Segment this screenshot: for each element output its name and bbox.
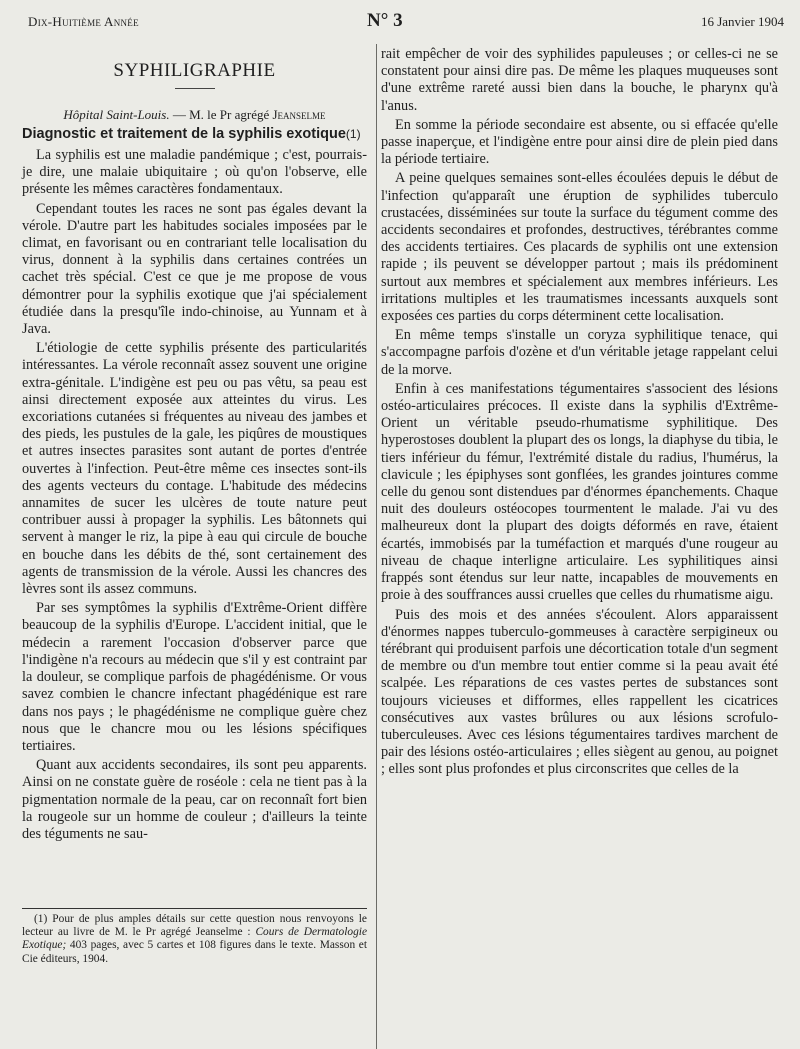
column-divider	[376, 44, 377, 1049]
byline-author-name: Jeanselme	[272, 107, 326, 122]
paragraph: Puis des mois et des années s'écoulent. Alors apparaissent d'énormes nappes tuberculo-gommeuses à caractère serpigineux ou térébrant qui produisent parfois une décortication totale d'un segment de membre ou d'un membre tout entier comme si la peau avait été scalpée. Les réparations de ces vastes pertes de substances sont toujours vicieuses et difformes, elles rappellent les cicatrices consécutives aux vastes brûlures ou aux lésions scrofulo-tuberculeuses. Avec ces lésions tégumentaires tardives marchent de pair des lésions ostéo-articulaires ; elles siègent au genou, au poignet ; elles sont plus profondes et plus circonscrites que celles de la	[381, 606, 778, 778]
paragraph: Par ses symptômes la syphilis d'Extrême-Orient diffère beaucoup de la syphilis d'Europe. L'accident initial, que le médecin a rarement l'occasion d'observer parce que l'indigène n'a recours au médecin que s'il y est contraint par la douleur, se complique parfois de phagédénisme. Or vous savez combien le chancre infectant phagédénique est rare dans nos pays ; le phagédénisme ne complique guère chez nous que le chancre mou ou les lésions spécifiques tertiaires.	[22, 600, 367, 754]
byline	[22, 107, 367, 123]
left-column	[22, 46, 367, 843]
footnote-text-before: (1) Pour de plus amples détails sur cette question nous renvoyons le lecteur au livre de M. le Pr agrégé Jeanselme :	[22, 913, 367, 939]
byline-venue: Hôpital Saint-Louis.	[63, 107, 170, 122]
paragraph: Cependant toutes les races ne sont pas égales devant la vérole. D'autre part les habitudes sociales imposées par le climat, en favorisant ou en contrariant telle localisation du virus, donnent à la syphilis dans certaines contrées un cachet très spécial. C'est ce que je me propose de vous démontrer pour la syphilis exotique que j'ai spécialement étudiée dans la presqu'île indo-chinoise, au Yunnam et à Java.	[22, 200, 367, 338]
paragraph: En somme la période secondaire est absente, ou si effacée qu'elle passe inaperçue, et l'indigène entre pour ainsi dire de plein pied dans la période tertiaire.	[381, 116, 778, 168]
running-head	[28, 10, 784, 34]
title-rule	[175, 88, 215, 89]
header-issue-number: N° 3	[367, 10, 403, 31]
article-title	[22, 126, 367, 142]
footnote	[22, 913, 367, 966]
paragraph: La syphilis est une maladie pandémique ; c'est, pourrais-je dire, une malaie ubiquitaire ; où qu'on l'observe, elle présente les mêmes caractères fondamentaux.	[22, 147, 367, 198]
footnote-rule	[22, 908, 367, 909]
footnote-reference: (1)	[345, 127, 361, 141]
right-column	[381, 46, 778, 779]
paragraph: En même temps s'installe un coryza syphilitique tenace, qui s'accompagne parfois d'ozène et d'un véritable jetage rappelant celui de la morve.	[381, 327, 778, 378]
header-date: 16 Janvier 1904	[700, 14, 784, 29]
paragraph: A peine quelques semaines sont-elles écoulées depuis le début de l'infection qu'apparaît une éruption de syphilides tuberculo crustacées, disséminées sur toute la surface du tégument comme des accidents secondaires et profondes, destructives, térébrantes comme des accidents tertiaires. Ces placards de syphilis ont une extension rapide ; ils peuvent se développer partout ; mais ils prédominent surtout aux membres et spécialement aux membres inférieurs. Les irritations multiples et les traumatismes incessants auxquels sont exposées ces parties du corps déterminent cette localisation.	[381, 170, 778, 325]
paragraph: rait empêcher de voir des syphilides papuleuses ; or celles-ci ne se constatent pour ainsi dire pas. De même les plaques muqueuses sont d'une extrême rareté aussi bien dans la bouche, le pharynx qu'à l'anus.	[381, 46, 778, 114]
byline-author-prefix: — M. le Pr agrégé	[172, 107, 270, 122]
paragraph: L'étiologie de cette syphilis présente des particularités intéressantes. La vérole reconnaît assez souvent une origine extra-génitale. L'indigène est peu ou pas vêtu, sa peau est ainsi directement exposée aux atteintes du virus. Les excoriations cutanées si fréquentes au niveau des jambes et des pieds, les pustules de la gale, les piqûres de moustiques et autres insectes parasites sont autant de portes d'entrée ouvertes à l'infection. Peut-être même ces insectes sont-ils des agents vecteurs du contage. L'habitude des médecins annamites de sucer les ulcères de toute nature peut contribuer aussi à propager la syphilis. Les bâtonnets qui servent à manger le riz, la pipe à eau qui circule de bouche en bouche dans les débits de thé, sont certainement des agents de transmission de la vérole. Aussi les chancres des lèvres sont ils assez communs.	[22, 340, 367, 598]
section-title: SYPHILIGRAPHIE	[113, 60, 276, 81]
paragraph: Quant aux accidents secondaires, ils sont peu apparents. Ainsi on ne constate guère de roséole : cela ne tient pas à la pigmentation normale de la peau, car on reconnaît fort bien la rougeole sur un homme de couleur ; d'ailleurs la teinte des téguments ne sau-	[22, 757, 367, 842]
footnote-text-after: 403 pages, avec 5 cartes et 108 figures dans le texte. Masson et Cie éditeurs, 1904.	[22, 939, 367, 965]
header-volume: Dix-Huitième Année	[28, 14, 139, 29]
footnote-book-title: Cours de Dermatologie Exotique;	[22, 926, 367, 952]
paragraph: Enfin à ces manifestations tégumentaires s'associent des lésions ostéo-articulaires précoces. Il existe dans la syphilis d'Extrême-Orient un véritable pseudo-rhumatisme syphilitique. Des hyperostoses doublent la plupart des os longs, la diaphyse du tibia, le tiers inférieur du fémur, l'extrémité distale du radius, l'humérus, la clavicule ; les épiphyses sont gonflées, les grandes jointures comme celle du genou sont distendues par d'énormes épanchements. Chaque nuit des douleurs ostéocopes tourmentent le malade. J'ai vu des malheureux dont la plupart des doigts déformés en rave, étaient écartés, immobisés par la tuméfaction et marqués d'une rougeur au niveau de chaque interligne articulaire. Les syphilitiques ainsi frappés sont étendus sur leur natte, incapables de mouvements en proie à des souffrances aussi cruelles que celles du rhumatisme aigu.	[381, 380, 778, 604]
article-title-text: Diagnostic et traitement de la syphilis exotique	[22, 126, 346, 142]
